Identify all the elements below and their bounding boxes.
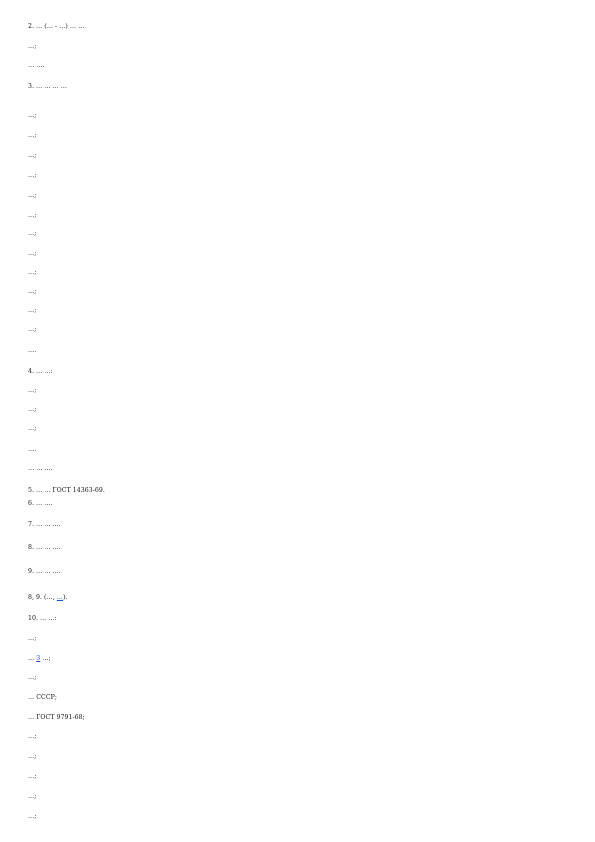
reference-link[interactable]: …	[56, 594, 64, 601]
line-text: …;	[28, 250, 37, 257]
line-text: …;	[28, 212, 37, 219]
line-text: …;	[28, 753, 37, 760]
line-text: …;	[28, 230, 37, 237]
text-line	[28, 520, 573, 530]
text-line	[28, 346, 573, 356]
text-line	[28, 61, 573, 71]
line-text: …;	[28, 773, 37, 780]
line-text: 9. … … ….	[28, 568, 61, 575]
line-text: …;	[28, 192, 37, 199]
line-text: …;	[28, 43, 37, 50]
text-line	[28, 693, 573, 703]
line-text: …;	[28, 307, 37, 314]
line-text: … СССР;	[28, 694, 57, 701]
text-line	[28, 405, 573, 415]
line-text: 3. … … … …	[28, 83, 68, 90]
text-line	[28, 306, 573, 316]
line-text: …;	[28, 425, 37, 432]
text-line	[28, 287, 573, 297]
line-text: 5. … … ГОСТ 14363-69.	[28, 487, 105, 494]
line-text: …;	[28, 793, 37, 800]
line-text: …;	[28, 387, 37, 394]
text-line	[28, 614, 573, 624]
text-line	[28, 499, 573, 509]
line-text: …;	[28, 406, 37, 413]
line-text: … ….	[28, 62, 45, 69]
reference-link[interactable]: 3	[36, 655, 41, 662]
text-line	[28, 171, 573, 181]
line-text: …;	[28, 326, 37, 333]
text-line	[28, 211, 573, 221]
line-text: 10. … …:	[28, 615, 57, 622]
text-line	[28, 325, 573, 335]
text-line	[28, 752, 573, 762]
text-line	[28, 654, 573, 664]
line-text: …;	[28, 635, 37, 642]
text-line	[28, 445, 573, 455]
line-text: …	[28, 655, 37, 662]
text-line	[28, 812, 573, 822]
line-text: 6. … ….	[28, 500, 53, 507]
text-line	[28, 424, 573, 434]
text-line	[28, 486, 573, 496]
text-line	[28, 111, 573, 121]
text-line	[28, 249, 573, 259]
text-line	[28, 82, 573, 92]
text-line	[28, 792, 573, 802]
line-text: …;	[28, 269, 37, 276]
text-line	[28, 386, 573, 396]
text-line	[28, 131, 573, 141]
line-text: 2. … (… - …) … …	[28, 23, 85, 30]
text-line	[28, 151, 573, 161]
line-text: …;	[28, 132, 37, 139]
text-line	[28, 268, 573, 278]
line-text: …;	[28, 813, 37, 820]
text-line	[28, 22, 573, 32]
line-text: …;	[28, 288, 37, 295]
text-line	[28, 634, 573, 644]
line-text: 8, 9. (…,	[28, 594, 57, 601]
line-text: …;	[28, 674, 37, 681]
text-line	[28, 673, 573, 683]
line-text: …;	[28, 112, 37, 119]
line-text: … … ….	[28, 465, 53, 472]
text-line	[28, 772, 573, 782]
text-line	[28, 713, 573, 723]
line-text: …;	[28, 152, 37, 159]
text-line	[28, 732, 573, 742]
line-text: 8. … … ….	[28, 544, 61, 551]
line-text: 7. … … ….	[28, 521, 61, 528]
line-text: …;	[28, 733, 37, 740]
line-text: ….	[28, 347, 37, 354]
text-line	[28, 229, 573, 239]
text-line	[28, 464, 573, 474]
line-text: 4. … …:	[28, 368, 53, 375]
line-text: ….	[28, 446, 37, 453]
line-text-after: ).	[63, 594, 68, 601]
line-text: …;	[28, 172, 37, 179]
line-text-after: …;	[40, 655, 51, 662]
text-line	[28, 42, 573, 52]
text-line	[28, 367, 573, 377]
line-text: … ГОСТ 9791-68;	[28, 714, 85, 721]
text-line	[28, 567, 573, 577]
text-line	[28, 593, 573, 603]
text-line	[28, 543, 573, 553]
text-line	[28, 191, 573, 201]
